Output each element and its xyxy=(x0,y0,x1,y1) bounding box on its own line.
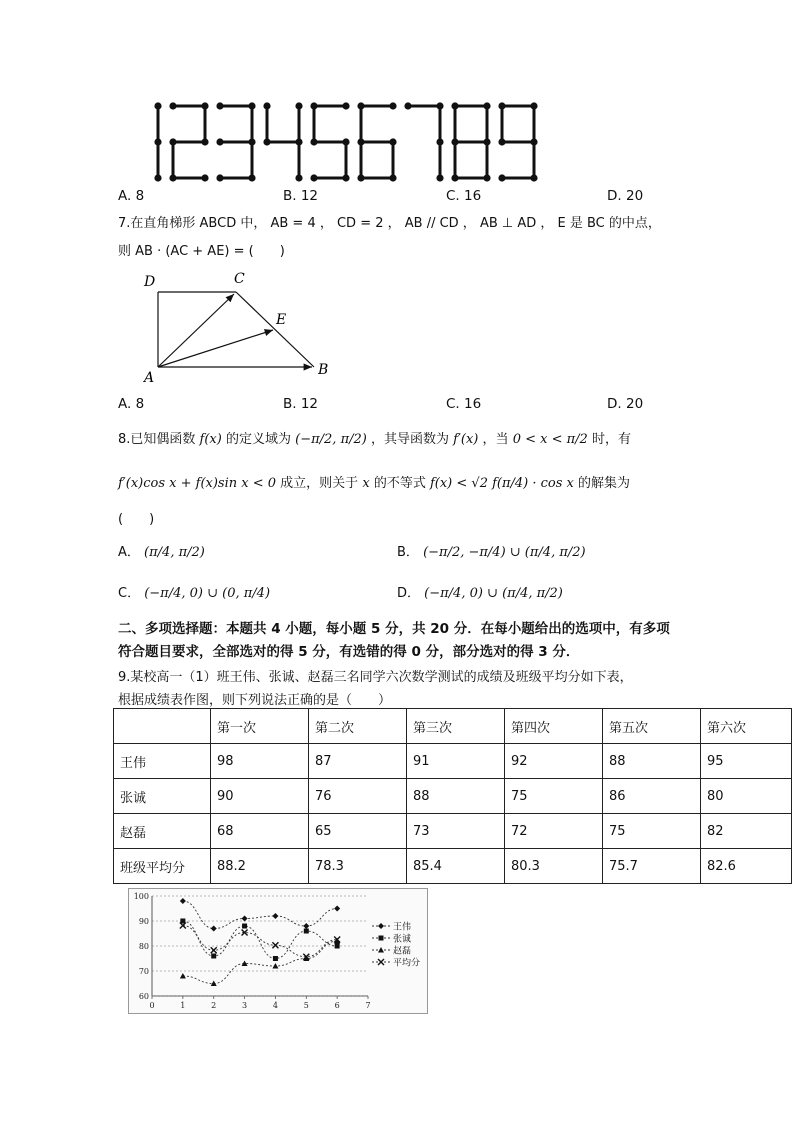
vector-ae xyxy=(158,330,273,367)
matchstick-digit-4 xyxy=(263,102,302,181)
q8-text-d: ，当 xyxy=(482,432,509,447)
matchstick-head xyxy=(498,174,505,181)
table-row xyxy=(114,744,792,779)
matchstick-digit-7 xyxy=(404,102,443,181)
matchstick-head xyxy=(389,138,396,145)
matchstick-head xyxy=(451,102,458,109)
matchstick-head xyxy=(498,138,505,145)
q8-text-b: 的定义域为 xyxy=(225,432,291,447)
matchstick-head xyxy=(436,138,443,145)
table-cell: 88.2 xyxy=(211,849,309,884)
table-row xyxy=(114,849,792,884)
matchstick-head xyxy=(201,174,208,181)
matchstick-head xyxy=(498,102,505,109)
q8-option-d-label: D． xyxy=(397,586,421,601)
label-c: C xyxy=(234,271,245,287)
table-cell: 班级平均分 xyxy=(114,849,211,884)
matchstick-head xyxy=(154,138,161,145)
q8-text-a: 8.已知偶函数 xyxy=(118,432,196,447)
q8-option-d xyxy=(397,582,563,601)
table-cell: 91 xyxy=(407,744,505,779)
matchstick-head xyxy=(295,138,302,145)
table-header-row xyxy=(114,709,792,744)
q8-option-c-label: C． xyxy=(118,586,141,601)
matchstick-head xyxy=(342,102,349,109)
label-b: B xyxy=(318,362,329,378)
data-point xyxy=(211,954,216,959)
matchstick-head xyxy=(263,102,270,109)
q8-option-a-label: A． xyxy=(118,545,140,560)
x-tick-label: 2 xyxy=(211,1001,217,1010)
matchstick-head xyxy=(169,174,176,181)
table-cell: 75 xyxy=(505,779,603,814)
matchstick-digit-8 xyxy=(451,102,490,181)
q8-option-d-value: (−π/4, 0) ∪ (π/4, π/2) xyxy=(424,586,563,601)
matchstick-head xyxy=(216,102,223,109)
matchstick-head xyxy=(154,102,161,109)
score-table xyxy=(113,708,792,884)
q8-option-a xyxy=(118,541,205,560)
matchstick-digit-5 xyxy=(310,102,349,181)
matchstick-head xyxy=(436,102,443,109)
q8-text-h: 的解集为 xyxy=(578,476,631,491)
matchstick-head xyxy=(169,138,176,145)
matchstick-head xyxy=(342,138,349,145)
matchstick-digit-1 xyxy=(154,102,161,181)
table-cell: 王伟 xyxy=(114,744,211,779)
matchstick-head xyxy=(310,174,317,181)
label-e: E xyxy=(276,312,287,328)
legend-label: 张诚 xyxy=(393,934,412,945)
q8-paren: ( ) xyxy=(118,512,155,527)
matchstick-head xyxy=(248,138,255,145)
matchstick-head xyxy=(357,102,364,109)
q8-text-c: ，其导函数为 xyxy=(370,432,449,447)
table-cell: 72 xyxy=(505,814,603,849)
legend-label: 平均分 xyxy=(393,958,421,969)
table-header-cell: 第四次 xyxy=(505,709,603,744)
table-cell: 75 xyxy=(603,814,701,849)
table-cell: 73 xyxy=(407,814,505,849)
q9-line2: 根据成绩表作图，则下列说法正确的是（ ） xyxy=(118,693,392,708)
q8-line1 xyxy=(118,428,631,447)
matchstick-digits-figure xyxy=(118,98,558,188)
table-row xyxy=(114,814,792,849)
table-cell: 78.3 xyxy=(309,849,407,884)
table-cell: 76 xyxy=(309,779,407,814)
table-cell: 82.6 xyxy=(701,849,792,884)
matchstick-head xyxy=(154,174,161,181)
q6-option-c: C. 16 xyxy=(446,188,482,204)
table-cell: 95 xyxy=(701,744,792,779)
matchstick-head xyxy=(357,174,364,181)
q8-option-b-label: B． xyxy=(397,545,419,560)
matchstick-head xyxy=(483,138,490,145)
q8-text-e: 时，有 xyxy=(591,432,631,447)
matchstick-digit-6 xyxy=(357,102,396,181)
x-tick-label: 7 xyxy=(365,1001,371,1010)
q8-inequality: f(x) < √2 f(π/4) · cos x xyxy=(429,476,574,491)
matchstick-head xyxy=(389,102,396,109)
table-header-cell xyxy=(114,709,211,744)
table-cell: 98 xyxy=(211,744,309,779)
table-cell: 87 xyxy=(309,744,407,779)
matchstick-head xyxy=(201,102,208,109)
y-tick-label: 60 xyxy=(138,992,149,1001)
matchstick-head xyxy=(357,138,364,145)
x-tick-label: 6 xyxy=(334,1001,340,1010)
matchstick-head xyxy=(436,174,443,181)
matchstick-head xyxy=(216,174,223,181)
table-cell: 92 xyxy=(505,744,603,779)
matchstick-head xyxy=(310,102,317,109)
matchstick-digit-2 xyxy=(169,102,208,181)
legend-label: 赵磊 xyxy=(393,946,412,957)
table-cell: 82 xyxy=(701,814,792,849)
data-point xyxy=(180,919,185,924)
matchstick-head xyxy=(201,138,208,145)
table-cell: 85.4 xyxy=(407,849,505,884)
label-a: A xyxy=(144,370,155,386)
table-cell: 90 xyxy=(211,779,309,814)
matchstick-head xyxy=(263,138,270,145)
data-point xyxy=(379,936,384,941)
q7-option-d: D. 20 xyxy=(607,396,644,412)
q6-option-b: B. 12 xyxy=(283,188,319,204)
matchstick-head xyxy=(216,138,223,145)
q8-condition-formula: f′(x)cos x + f(x)sin x < 0 xyxy=(118,476,277,491)
legend-label: 王伟 xyxy=(393,922,412,933)
table-cell: 80.3 xyxy=(505,849,603,884)
section2-line1: 二、多项选择题：本题共 4 小题，每小题 5 分，共 20 分．在每小题给出的选项中，有多项 xyxy=(118,621,670,637)
q8-f-x: f(x) xyxy=(199,432,222,447)
data-point xyxy=(335,944,340,949)
matchstick-head xyxy=(342,174,349,181)
matchstick-head xyxy=(530,138,537,145)
table-cell: 赵磊 xyxy=(114,814,211,849)
data-point xyxy=(242,924,247,929)
table-header-cell: 第一次 xyxy=(211,709,309,744)
y-tick-label: 80 xyxy=(138,942,149,951)
data-point xyxy=(273,956,278,961)
vector-ac xyxy=(158,294,234,367)
y-tick-label: 100 xyxy=(133,892,149,901)
matchstick-head xyxy=(451,174,458,181)
table-cell: 88 xyxy=(603,744,701,779)
table-header-cell: 第五次 xyxy=(603,709,701,744)
x-tick-label: 4 xyxy=(272,1001,278,1010)
table-cell: 86 xyxy=(603,779,701,814)
score-line-chart xyxy=(128,888,428,1014)
matchstick-head xyxy=(483,174,490,181)
table-cell: 68 xyxy=(211,814,309,849)
q7-option-a: A. 8 xyxy=(118,396,145,412)
q8-line2 xyxy=(118,472,630,491)
q7-stem-line2: 则 AB · (AC + AE) = ( ) xyxy=(118,244,285,259)
q8-x-var: x xyxy=(362,476,370,491)
table-header-cell: 第二次 xyxy=(309,709,407,744)
table-header-cell: 第三次 xyxy=(407,709,505,744)
q8-text-g: 的不等式 xyxy=(373,476,426,491)
table-cell: 80 xyxy=(701,779,792,814)
q8-option-a-value: (π/4, π/2) xyxy=(144,545,205,560)
matchstick-head xyxy=(530,174,537,181)
q8-option-b xyxy=(397,541,586,560)
table-row xyxy=(114,779,792,814)
matchstick-head xyxy=(451,138,458,145)
q7-option-c: C. 16 xyxy=(446,396,482,412)
section2-line2: 符合题目要求，全部选对的得 5 分，有选错的得 0 分，部分选对的得 3 分． xyxy=(118,644,580,660)
matchstick-head xyxy=(248,174,255,181)
x-tick-label: 1 xyxy=(180,1001,186,1010)
matchstick-head xyxy=(295,102,302,109)
matchstick-head xyxy=(169,102,176,109)
q8-fprime-x: f′(x) xyxy=(453,432,479,447)
side-cb xyxy=(236,292,314,367)
matchstick-head xyxy=(310,138,317,145)
x-tick-label: 5 xyxy=(303,1001,309,1010)
q8-condition-range: 0 < x < π/2 xyxy=(512,432,588,447)
table-header-cell: 第六次 xyxy=(701,709,792,744)
matchstick-head xyxy=(295,174,302,181)
matchstick-head xyxy=(248,102,255,109)
data-point xyxy=(304,929,309,934)
trapezoid-figure xyxy=(138,268,338,388)
matchstick-digit-9 xyxy=(498,102,537,181)
matchstick-head xyxy=(404,102,411,109)
q6-option-d: D. 20 xyxy=(607,188,644,204)
table-cell: 65 xyxy=(309,814,407,849)
matchstick-head xyxy=(389,174,396,181)
q8-option-c xyxy=(118,582,270,601)
x-tick-label: 3 xyxy=(242,1001,248,1010)
matchstick-digit-3 xyxy=(216,102,255,181)
y-tick-label: 70 xyxy=(138,967,149,976)
table-cell: 75.7 xyxy=(603,849,701,884)
matchstick-head xyxy=(483,102,490,109)
q8-domain: (−π/2, π/2) xyxy=(295,432,367,447)
q8-option-b-value: (−π/2, −π/4) ∪ (π/4, π/2) xyxy=(423,545,586,560)
table-cell: 88 xyxy=(407,779,505,814)
table-cell: 张诚 xyxy=(114,779,211,814)
q8-option-c-value: (−π/4, 0) ∪ (0, π/4) xyxy=(144,586,271,601)
q8-text-f: 成立，则关于 xyxy=(280,476,359,491)
x-tick-label: 0 xyxy=(149,1001,155,1010)
q7-stem-line1: 7.在直角梯形 ABCD 中， AB = 4 ， CD = 2 ， AB // CD ， AB ⊥ AD ， E 是 BC 的中点， xyxy=(118,216,661,231)
q7-option-b: B. 12 xyxy=(283,396,319,412)
matchstick-head xyxy=(530,102,537,109)
label-d: D xyxy=(144,274,156,290)
q9-line1: 9.某校高一（1）班王伟、张诚、赵磊三名同学六次数学测试的成绩及班级平均分如下表， xyxy=(118,670,633,685)
q6-option-a: A. 8 xyxy=(118,188,145,204)
y-tick-label: 90 xyxy=(138,917,149,926)
